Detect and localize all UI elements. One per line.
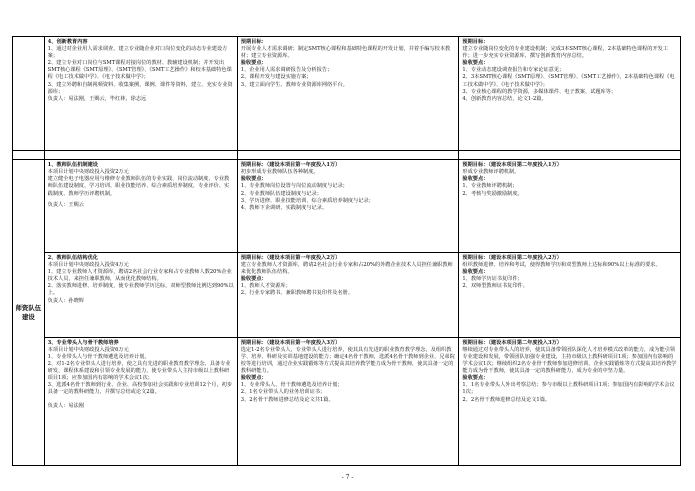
target-label: 预期目标：（建设本项目第一年度投入1万）	[240, 162, 341, 169]
target-label: 预期目标：（建设本项目第一年度投入2万）	[240, 255, 341, 261]
task-lead: 负责人：易法刚	[47, 402, 84, 409]
check-item: 3、2名骨干教师进修总结及论文共1篇。	[240, 396, 334, 403]
task-lead: 负责人：孙晓辉	[47, 297, 84, 304]
task-lead: 负责人：易法刚，王赐云，毕红林，徐志远	[47, 95, 147, 102]
task-title: 2、教师队伍结构优化	[47, 255, 98, 261]
target-label: 预期目标：（建设本项目第二年度投入2万）	[462, 255, 562, 261]
category-cell-empty	[13, 37, 45, 151]
task-line: 2、落实教师进修、培养制度，使专业教师学历达标，双师型教师比例达到90%以上。	[47, 283, 234, 297]
year2-cell	[459, 37, 681, 151]
check-label: 验收要点：	[462, 375, 489, 382]
check-item: 2、3本SMT核心课程《SMT原理》、《SMT管理》、《SMT工艺操作》，2本基础特色课程《电工技术做中学》、《电子技术做中学》；	[462, 74, 675, 88]
category-label: 师资队伍建设	[15, 303, 42, 321]
table-row	[13, 337, 681, 465]
task-line: 本项目计划中央财政投入投资2万元	[47, 169, 129, 176]
check-item: 1、教师学历证书复印件；	[462, 276, 523, 283]
target-text: 组织教师进修、培养和考试，使得教师学历和双型教师上达标和90%以上标准的要求。	[462, 262, 661, 269]
task-line: 3、选派4名骨干教师到行业、企业、高校参加社会实践和专业培训12个月，初步具备一定的教科研能力，并撰写总结或论文2篇。	[47, 382, 233, 396]
target-text: 建立专业随岗位变化的专业建设机制；完成3本SMT核心课程，2本基础特色课程的开发工作；进一步充实专业资源库，撰写创新教育内容总结。	[462, 46, 669, 60]
task-line: 2、建立专业对口岗位与SMT课程对接岗位的教材、教辅建设机制；并开发出SMT核心课程《SMT原理》、《SMT管理》、《SMT工艺操作》和校本基础特色课程《电工技术做中学》、《电子技术做中学》；	[47, 60, 232, 81]
check-label: 验收要点：	[462, 176, 489, 183]
task-line: 2、对1-2名专业带头人进行培养，使之具有先进的职业教育教学理念，具备专业研发、课程体系建设和引领专业发展的能力，使专业带头人主持市级以上教科研项目1项；应参加国内有影响的学术会议1次；	[47, 361, 231, 382]
task-line: 3、建立外聘和自制视频资料、收集案例、课例、课件等资料，建立、充实专业资源库；	[47, 81, 233, 95]
check-item: 1、企业用人需求调研报告及分析报告；	[240, 67, 333, 74]
year1-cell	[237, 160, 459, 253]
target-label: 预期目标：（建设本项目第二年度投入3万）	[462, 339, 562, 346]
target-label: 预期目标：（建设本项目第二年度投入1万）	[462, 162, 562, 169]
check-item: 3、建立面向学生、教师专业资源库网络平台。	[240, 81, 348, 88]
task-title: 4、创新教育内容	[47, 39, 88, 45]
check-item: 2、专业教师队伍建设制度与记录；	[240, 190, 322, 197]
target-text: 继续通过对专业带头人的培养，使其具备带领团队深化人才培养模式改革的能力，成为能引领专业建设和发展，带领团队加强专业建设，主持市级以上教科研项目1项；参加国内有影响的学术会议1次；继续组织2名专业骨干教师参加进修培训、企业实践锻炼等方式提高其培养教学能力成为骨干教师，使其具备一定的教科研能力，成为专业的中坚力量。	[462, 346, 677, 375]
check-item: 1、专业教师评聘机制；	[462, 183, 518, 190]
year2-cell	[459, 337, 681, 465]
target-label: 预期目标：（建设本项目第一年度投入3万）	[240, 339, 341, 346]
task-line: 本项目计划中央财政投入投资4万元	[47, 262, 129, 269]
target-label: 预期目标：	[240, 39, 267, 45]
check-item: 3、专业核心课程的教学资源，多媒体课件、电子教案、试题库等；	[462, 88, 617, 95]
table-row	[13, 37, 681, 151]
check-item: 2、1名专业带头人的业务培训证书；	[240, 389, 326, 396]
check-item: 1、专业动态建设调查报告和专家论证意见；	[462, 67, 565, 74]
target-text: 开展专业人才需求调研；制定SMT核心课程和基础特色课程的开发计划，并着手编写校本教材；建立专业资源库。	[240, 46, 451, 60]
year2-cell	[459, 253, 681, 338]
check-label: 验收要点：	[240, 375, 267, 382]
check-item: 1、教师人才资源库；	[240, 283, 291, 290]
year1-cell	[237, 37, 459, 151]
target-label: 预期目标：	[462, 39, 489, 45]
year1-cell	[237, 337, 459, 465]
table-row	[13, 160, 681, 253]
table-row	[13, 253, 681, 338]
task-cell	[44, 253, 237, 338]
check-item: 4、教师下企调研、实践制度与记录。	[240, 204, 328, 211]
check-label: 验收要点：	[240, 276, 267, 283]
task-title: 3、专业带头人与骨干教师培养	[47, 339, 119, 346]
year2-cell	[459, 160, 681, 253]
task-cell	[44, 337, 237, 465]
target-text: 初步形成专业教师队伍各种制度。	[240, 169, 319, 176]
plan-table	[12, 36, 681, 466]
task-line: 本项目计划中央财政投入投资6万元	[47, 346, 129, 353]
task-cell	[44, 160, 237, 253]
target-text: 选定1-2名专业带头人，专业带头人进行培养，使其具有先进的职业教育教学理念，及组织教学、培养、科研及实训基地建设的能力；确定4名骨干教师，选派4名骨干教师到企业、兄弟院校等进行培训，通过企业实践锻炼等方式提高其培养教学能力成为骨干教师，使其具备一定的教科研能力。	[240, 346, 455, 375]
check-item: 2、2名骨干教师进修总结及论文1篇。	[462, 396, 551, 403]
check-label: 验收要点：	[240, 176, 267, 183]
target-text: 建立专业教师人才资源库，聘请2名社会行业专家和占20%的外聘企业技术人员担任兼职教师来优化教师队伍结构。	[240, 262, 453, 276]
check-item: 4、创新教育内容总结，论文1-2篇。	[462, 95, 547, 102]
task-title: 1、教师队伍机制建设	[47, 162, 98, 169]
check-label: 验收要点：	[462, 60, 489, 67]
task-line: 1、建立专业教师人才资源库，聘请2名社会行业专家和占专业教师人数20%企业技术人员，来担任兼职教师，从而优化教师结构。	[47, 269, 232, 283]
task-cell	[44, 37, 237, 151]
check-item: 2、课程开发与建设实施方案；	[240, 74, 312, 81]
check-label: 验收要点：	[462, 269, 489, 276]
check-item: 1、专业带头人、骨干教师遴选及培养计划；	[240, 382, 343, 389]
target-text: 形成专业教师评聘机制。	[462, 169, 520, 176]
category-cell	[13, 160, 45, 466]
task-line: 1、专业带头人与骨干教师遴选及培养计划。	[47, 353, 150, 360]
check-item: 2、考核与奖励激励制度。	[462, 190, 523, 197]
check-item: 2、行业专家聘书、兼职教师聘书复印件及名册。	[240, 290, 354, 297]
page-number: - 7 -	[341, 474, 354, 481]
table-row-blank	[13, 151, 681, 160]
check-item: 3、学历进修、职业技能培训、综合素质培养制度与记录；	[240, 197, 374, 204]
task-line: 1、通过对企业用人需求调查，建立专业随企业对口岗位变化的动态专业建设方案；	[47, 46, 228, 60]
check-label: 验收要点：	[240, 60, 267, 67]
check-item: 2、双师型教师证书复印件。	[462, 283, 528, 290]
check-item: 1、专业教师岗位设置与岗位流动制度与记录；	[240, 183, 348, 190]
task-lead: 负责人：王赐云	[47, 201, 84, 208]
check-item: 1、1名专业带头人外出考察总结；参与市级以上教科研项目1项；参加国内有影响的学术会议1次；	[462, 382, 675, 396]
year1-cell	[237, 253, 459, 338]
task-line: 建立健全电子电器应用与维修专业教师队伍的专业实践、岗位流动制度、专业教师队伍建设制度、学习培训、职业技能培养、综合素质培养制度、专业评价、实践制度、教师学历评聘机制。	[47, 176, 230, 197]
